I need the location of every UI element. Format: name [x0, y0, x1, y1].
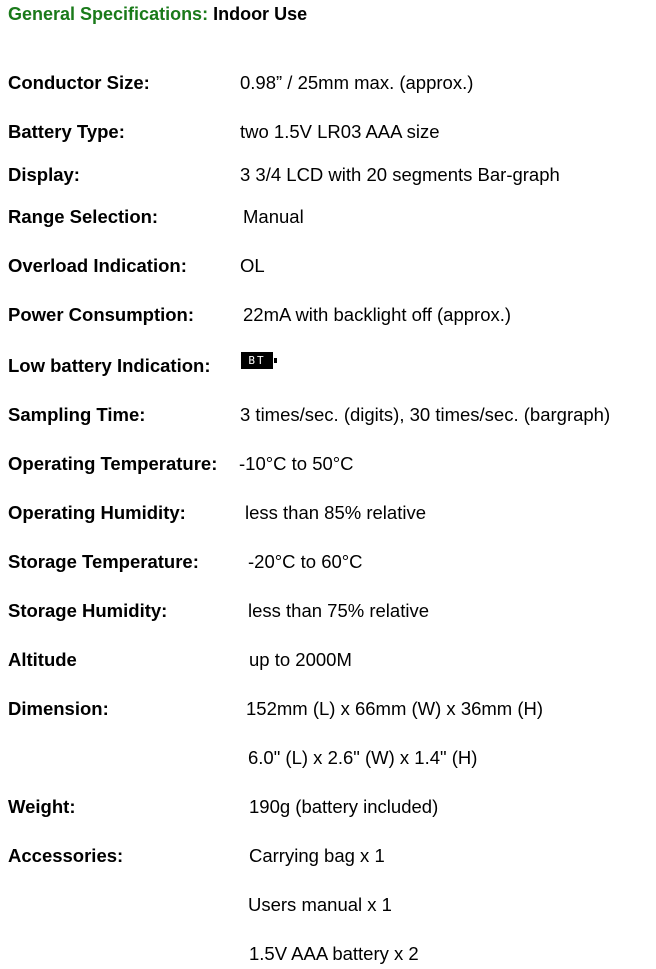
spec-row-operating-humidity: [0, 502, 656, 526]
spec-value: -20°C to 60°C: [248, 551, 363, 572]
spec-row-power-consumption: [0, 304, 656, 328]
spec-label: Storage Temperature:: [8, 551, 199, 572]
spec-row-storage-temperature: [0, 551, 656, 575]
spec-label: Operating Temperature:: [8, 453, 218, 474]
spec-label: Operating Humidity:: [8, 502, 186, 523]
spec-value: 3 times/sec. (digits), 30 times/sec. (bargraph): [240, 404, 611, 425]
spec-label: Power Consumption:: [8, 304, 195, 325]
spec-row-low-battery-indication: [0, 355, 656, 379]
spec-value: 0.98” / 25mm max. (approx.): [240, 72, 474, 93]
title-heading: General Specifications:: [8, 4, 209, 24]
spec-label: Weight:: [8, 796, 76, 817]
spec-row-dimension-inches: [0, 747, 656, 771]
spec-row-display: [0, 164, 656, 188]
spec-value: 3 3/4 LCD with 20 segments Bar-graph: [240, 164, 560, 185]
spec-row-operating-temperature: [0, 453, 656, 477]
spec-label: Range Selection:: [8, 206, 159, 227]
spec-value: up to 2000M: [249, 649, 352, 670]
spec-row-accessories: [0, 845, 656, 869]
spec-row-range-selection: [0, 206, 656, 230]
spec-value: 1.5V AAA battery x 2: [249, 943, 419, 964]
spec-label: Dimension:: [8, 698, 109, 719]
spec-label: Accessories:: [8, 845, 124, 866]
spec-row-accessory-battery: [0, 943, 656, 967]
spec-value: Users manual x 1: [248, 894, 392, 915]
spec-value: -10°C to 50°C: [239, 453, 354, 474]
spec-row-battery-type: [0, 121, 656, 145]
spec-value: OL: [240, 255, 265, 276]
spec-row-altitude: [0, 649, 656, 673]
spec-value: 22mA with backlight off (approx.): [243, 304, 512, 325]
title-subheading: Indoor Use: [208, 4, 308, 24]
page-title: [8, 4, 307, 25]
spec-value: less than 75% relative: [248, 600, 429, 621]
spec-row-overload-indication: [0, 255, 656, 279]
spec-row-sampling-time: [0, 404, 656, 428]
spec-row-conductor-size: [0, 72, 656, 96]
spec-value: 152mm (L) x 66mm (W) x 36mm (H): [246, 698, 544, 719]
spec-label: Battery Type:: [8, 121, 125, 142]
low-battery-icon: BT: [241, 352, 273, 369]
spec-value: Carrying bag x 1: [249, 845, 385, 866]
spec-row-storage-humidity: [0, 600, 656, 624]
spec-row-accessory-manual: [0, 894, 656, 918]
spec-label: Low battery Indication:: [8, 355, 211, 376]
spec-label: Sampling Time:: [8, 404, 146, 425]
spec-value: 6.0" (L) x 2.6" (W) x 1.4" (H): [248, 747, 478, 768]
spec-label: Conductor Size:: [8, 72, 150, 93]
spec-label: Overload Indication:: [8, 255, 187, 276]
spec-label: Storage Humidity:: [8, 600, 168, 621]
spec-value: less than 85% relative: [245, 502, 426, 523]
spec-value: 190g (battery included): [249, 796, 439, 817]
spec-row-dimension: [0, 698, 656, 722]
spec-row-weight: [0, 796, 656, 820]
spec-value: two 1.5V LR03 AAA size: [240, 121, 440, 142]
spec-label: Altitude: [8, 649, 77, 670]
spec-value: Manual: [243, 206, 304, 227]
spec-label: Display:: [8, 164, 80, 185]
